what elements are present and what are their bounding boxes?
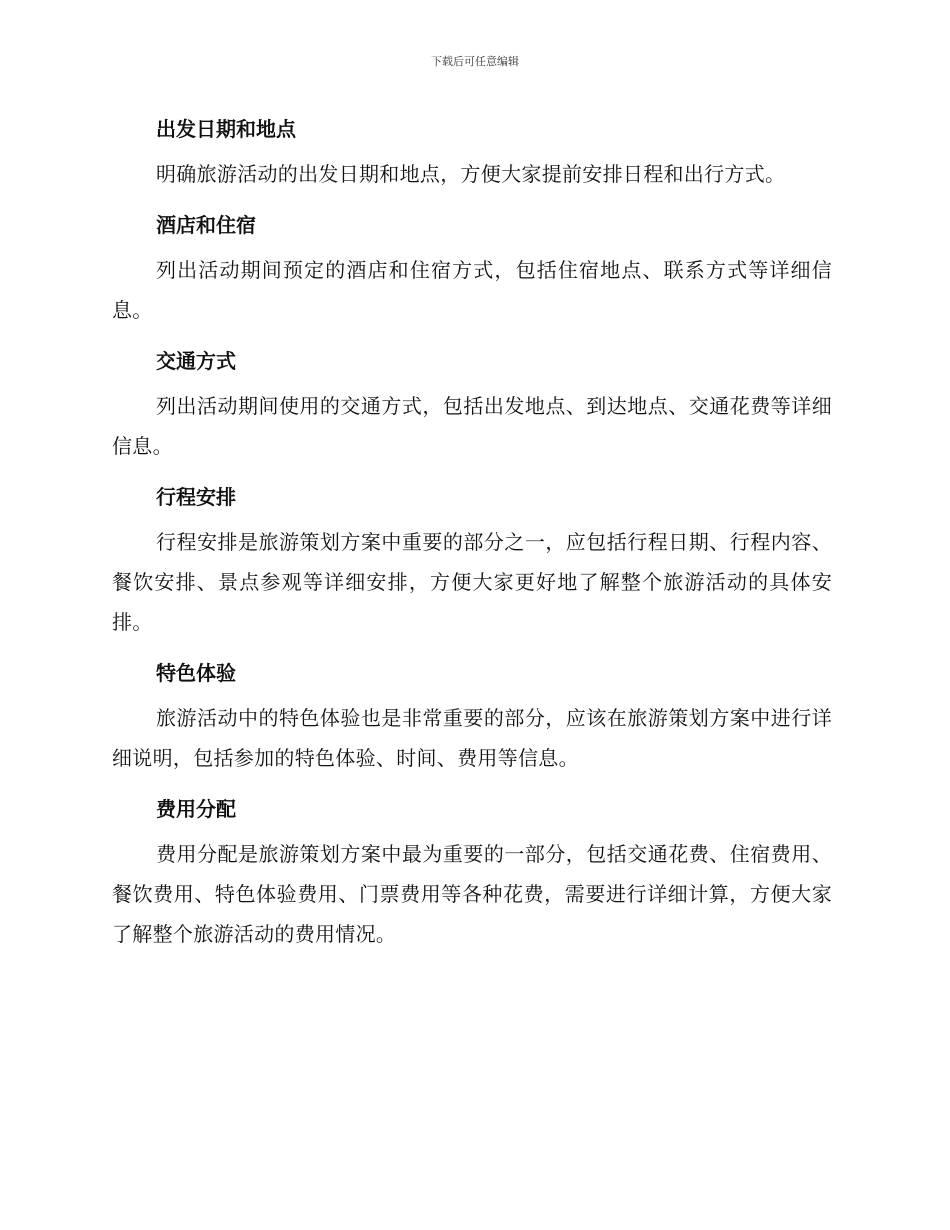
section-heading: 交通方式: [156, 349, 236, 373]
section-experience: [112, 652, 832, 778]
section-transport: [112, 340, 832, 466]
section-paragraph: 明确旅游活动的出发日期和地点，方便大家提前安排日程和出行方式。: [156, 162, 786, 186]
section-heading: 酒店和住宿: [156, 213, 256, 237]
section-cost: [112, 788, 832, 954]
section-heading: 费用分配: [156, 797, 236, 821]
section-heading: 行程安排: [156, 485, 236, 509]
section-paragraph: 旅游活动中的特色体验也是非常重要的部分，应该在旅游策划方案中进行详细说明，包括参加的特色体验、时间、费用等信息。: [112, 706, 832, 770]
section-heading: 出发日期和地点: [156, 117, 296, 141]
section-itinerary: [112, 476, 832, 642]
section-paragraph: 费用分配是旅游策划方案中最为重要的一部分，包括交通花费、住宿费用、餐饮费用、特色体验费用、门票费用等各种花费，需要进行详细计算，方便大家了解整个旅游活动的费用情况。: [112, 842, 832, 946]
section-heading: 特色体验: [156, 661, 236, 685]
section-paragraph: 行程安排是旅游策划方案中重要的部分之一，应包括行程日期、行程内容、餐饮安排、景点参观等详细安排，方便大家更好地了解整个旅游活动的具体安排。: [112, 530, 832, 634]
page-header: 下载后可任意编辑: [431, 55, 519, 68]
document-body: [112, 108, 832, 964]
section-paragraph: 列出活动期间使用的交通方式，包括出发地点、到达地点、交通花费等详细信息。: [112, 394, 832, 458]
section-hotel: [112, 204, 832, 330]
section-departure: [112, 108, 832, 194]
section-paragraph: 列出活动期间预定的酒店和住宿方式，包括住宿地点、联系方式等详细信息。: [112, 258, 832, 322]
